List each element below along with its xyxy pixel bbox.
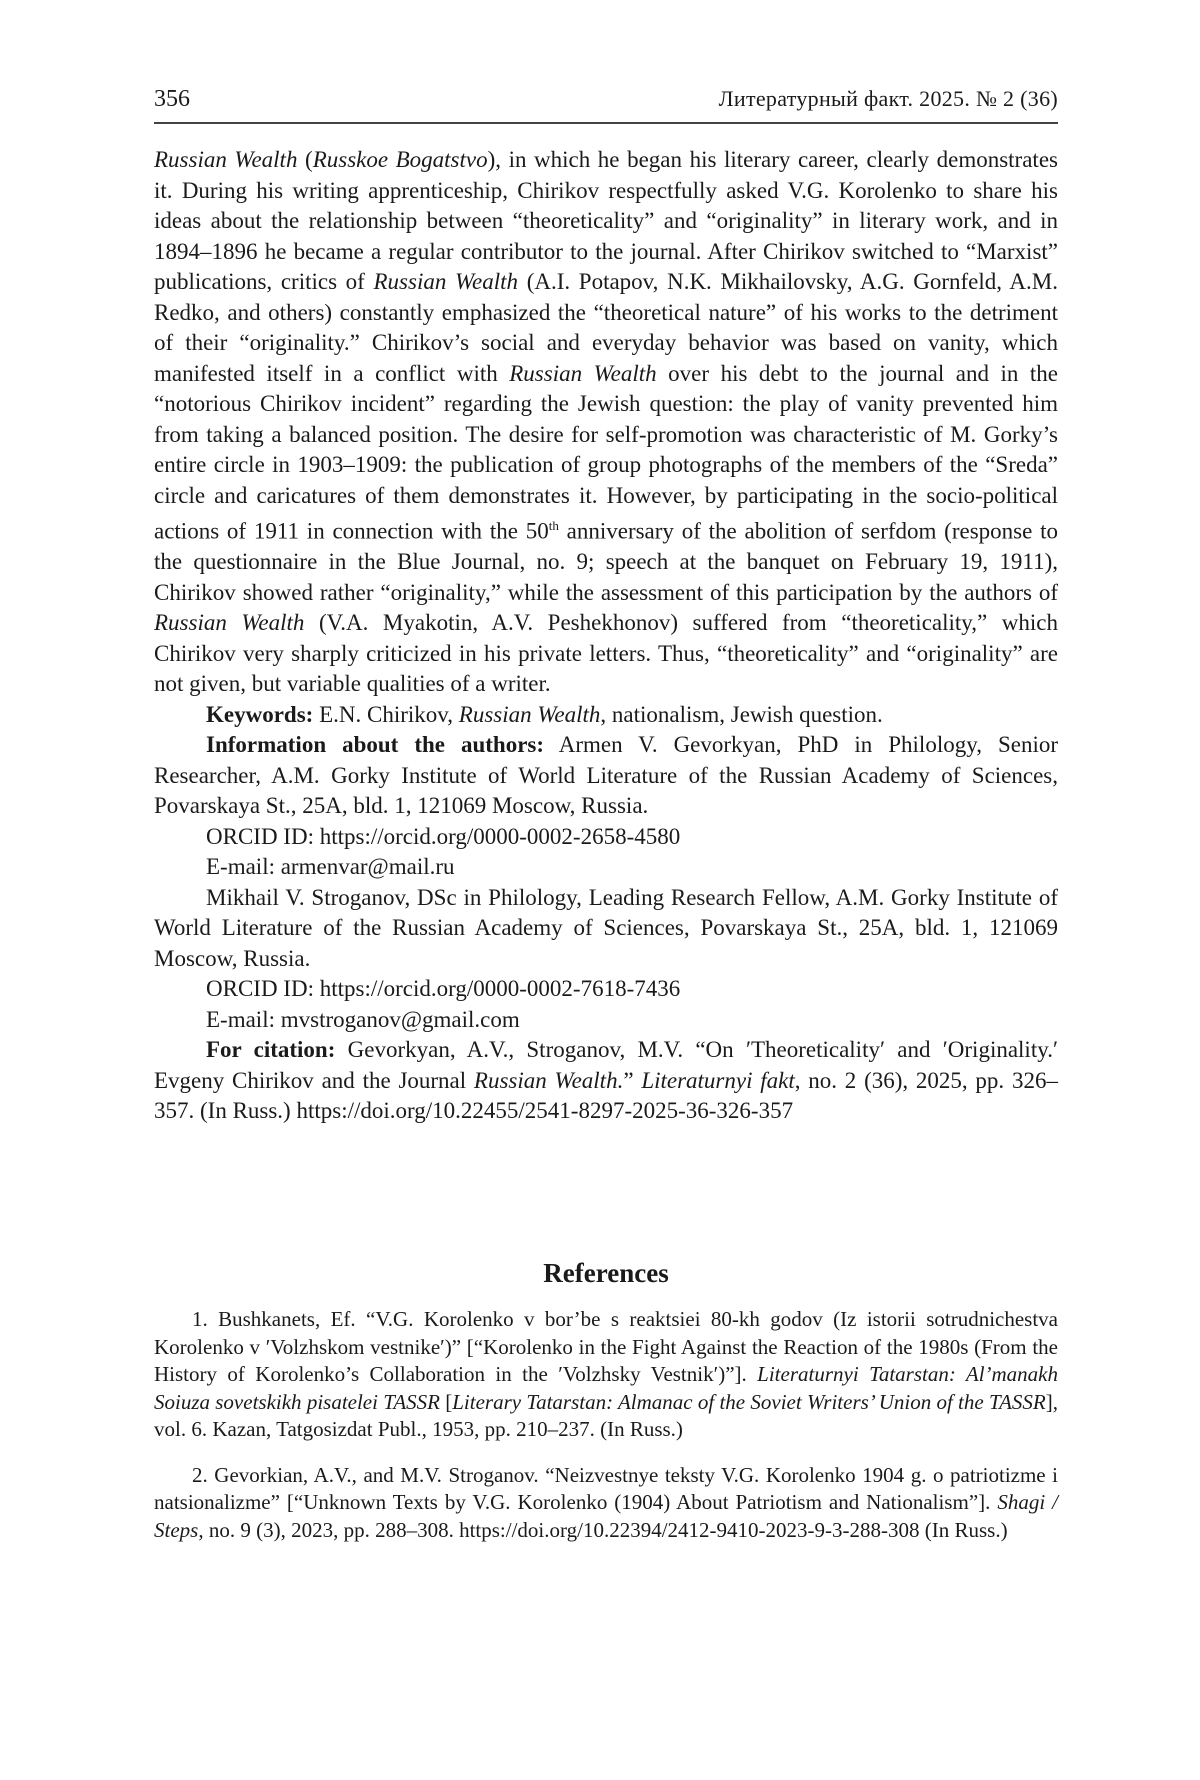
reference-item xyxy=(154,1306,1058,1444)
author-info-1 xyxy=(154,730,1058,822)
orcid-1: ORCID ID: https://orcid.org/0000-0002-2658-4580 xyxy=(206,823,681,849)
keywords xyxy=(154,700,1058,731)
reference-text: [ xyxy=(440,1389,453,1414)
reference-text: Shagi / Steps xyxy=(154,1490,1058,1542)
journal-name: Russian Wealth xyxy=(154,610,305,636)
keywords-label: Keywords: xyxy=(206,701,314,727)
running-head xyxy=(154,86,1058,124)
orcid-2: ORCID ID: https://orcid.org/0000-0002-7618-7436 xyxy=(206,976,681,1002)
citation-text: Literaturnyi fakt xyxy=(641,1067,795,1093)
abstract-text: (A.I. Potapov, N.K. Mikhailovsky, A.G. Gornfeld, A.M. Redko, and others) constantly emphasized the “theoretical nature” of his works to the detriment of their “originality.” Chirikov’s social and everyday behavior was based on vanity, which manifested itself in a conflict with xyxy=(154,269,1058,386)
email-1: E-mail: armenvar@mail.ru xyxy=(206,854,455,880)
citation xyxy=(154,1035,1058,1127)
references-list xyxy=(154,1306,1058,1562)
journal-title: Литературный факт. 2025. № 2 (36) xyxy=(718,86,1058,111)
author-1-text: Armen V. Gevorkyan, PhD in Philology, Senior Researcher, A.M. Gorky Institute of World Literature of the Russian Academy of Sciences, Povarskaya St., 25A, bld. 1, 121069 Moscow, Russia. xyxy=(154,732,1058,819)
ordinal-suffix: th xyxy=(548,518,559,533)
keywords-text: E.N. Chirikov, xyxy=(313,701,459,727)
citation-text: Russian Wealth. xyxy=(473,1067,624,1093)
citation-label: For citation: xyxy=(206,1037,336,1063)
page-number: 356 xyxy=(154,86,190,112)
journal-name: Russian Wealth xyxy=(509,360,657,386)
journal-name: Russian Wealth xyxy=(373,269,519,294)
reference-text: 2. Gevorkian, A.V., and M.V. Stroganov. “Neizvestnye teksty V.G. Korolenko 1904 g. o patriotizme i natsionalizme” [“Unknown Texts by V.G. Korolenko (1904) About Patriotism and Nationalism”]. xyxy=(154,1462,1058,1514)
article-body xyxy=(154,145,1058,1127)
reference-text: 1. Bushkanets, Ef. “V.G. Korolenko v bor’be s reaktsiei 80-kh godov (Iz istorii sotrudnichestva Korolenko v ʹVolzhskom vestnikeʹ)” [“Korolenko in the Fight Against the Reaction of the 1980s (From the History of Korolenko’s Collaboration in the ʹVolzhsky Vestnikʹ)”]. xyxy=(154,1307,1058,1386)
journal-name: Russian Wealth xyxy=(154,147,298,172)
keywords-text: Russian Wealth xyxy=(458,701,601,727)
abstract-text: over his debt to the journal and in the “notorious Chirikov incident” regarding the Jewish question: the play of vanity prevented him from taking a balanced position. The desire for self-promotion was characteristic of M. Gorky’s entire circle in 1903–1909: the publication of group photographs of the members of the “Sreda” circle and caricatures of them demonstrates it. However, by participating in the socio-political actions of 1911 in connection with the 50 xyxy=(154,360,1058,544)
references-heading: References xyxy=(543,1258,669,1288)
journal-name-translit: Russkoe Bogatstvo xyxy=(312,147,488,172)
keywords-text: , nationalism, Jewish question. xyxy=(600,701,883,727)
citation-text: , no. 2 (36), 2025, pp. 326–357. (In Russ.) https://doi.org/10.22455/2541-8297-2025-36-326-357 xyxy=(154,1067,1058,1124)
reference-text: Literary Tatarstan: Almanac of the Soviet Writers’ Union of the TASSR xyxy=(452,1389,1046,1414)
abstract-text: ), in which he began his literary career, clearly demonstrates it. During his writing apprenticeship, Chirikov respectfully asked V.G. Korolenko to share his ideas about the relationship between “theoreticality” and “originality” in literary work, and in 1894–1896 he became a regular contributor to the journal. After Chirikov switched to “Marxist” publications, critics of xyxy=(154,147,1058,294)
citation-text: ” xyxy=(623,1067,642,1093)
authors-label: Information about the authors: xyxy=(206,732,545,758)
abstract-text: ( xyxy=(297,147,313,172)
reference-text: , no. 9 (3), 2023, pp. 288–308. https://doi.org/10.22394/2412-9410-2023-9-3-288-308 (In Russ.) xyxy=(198,1517,1008,1542)
reference-text: Literaturnyi Tatarstan: Al’manakh Soiuza sovetskikh pisatelei TASSR xyxy=(154,1362,1059,1414)
abstract-text: (V.A. Myakotin, A.V. Peshekhonov) suffered from “theoreticality,” which Chirikov very sharply criticized in his private letters. Thus, “theoreticality” and “originality” are not given, but variable qualities of a writer. xyxy=(154,610,1058,697)
reference-item xyxy=(154,1462,1058,1545)
email-2: E-mail: mvstroganov@gmail.com xyxy=(206,1006,520,1032)
abstract-paragraph xyxy=(154,145,1058,700)
author-info-2: Mikhail V. Stroganov, DSc in Philology, Leading Research Fellow, A.M. Gorky Institute of World Literature of the Russian Academy of Sciences, Povarskaya St., 25A, bld. 1, 121069 Moscow, Russia. xyxy=(154,884,1058,971)
reference-text: ], vol. 6. Kazan, Tatgosizdat Publ., 1953, pp. 210–237. (In Russ.) xyxy=(154,1389,1058,1441)
citation-text: Gevorkyan, A.V., Stroganov, M.V. “On ʹTheoreticalityʹ and ʹOriginality.ʹ Evgeny Chirikov and the Journal xyxy=(154,1037,1059,1093)
abstract-text: anniversary of the abolition of serfdom (response to the questionnaire in the Blue Journal, no. 9; speech at the banquet on February 19, 1911), Chirikov showed rather “originality,” while the assessment of this participation by the authors of xyxy=(154,518,1058,605)
